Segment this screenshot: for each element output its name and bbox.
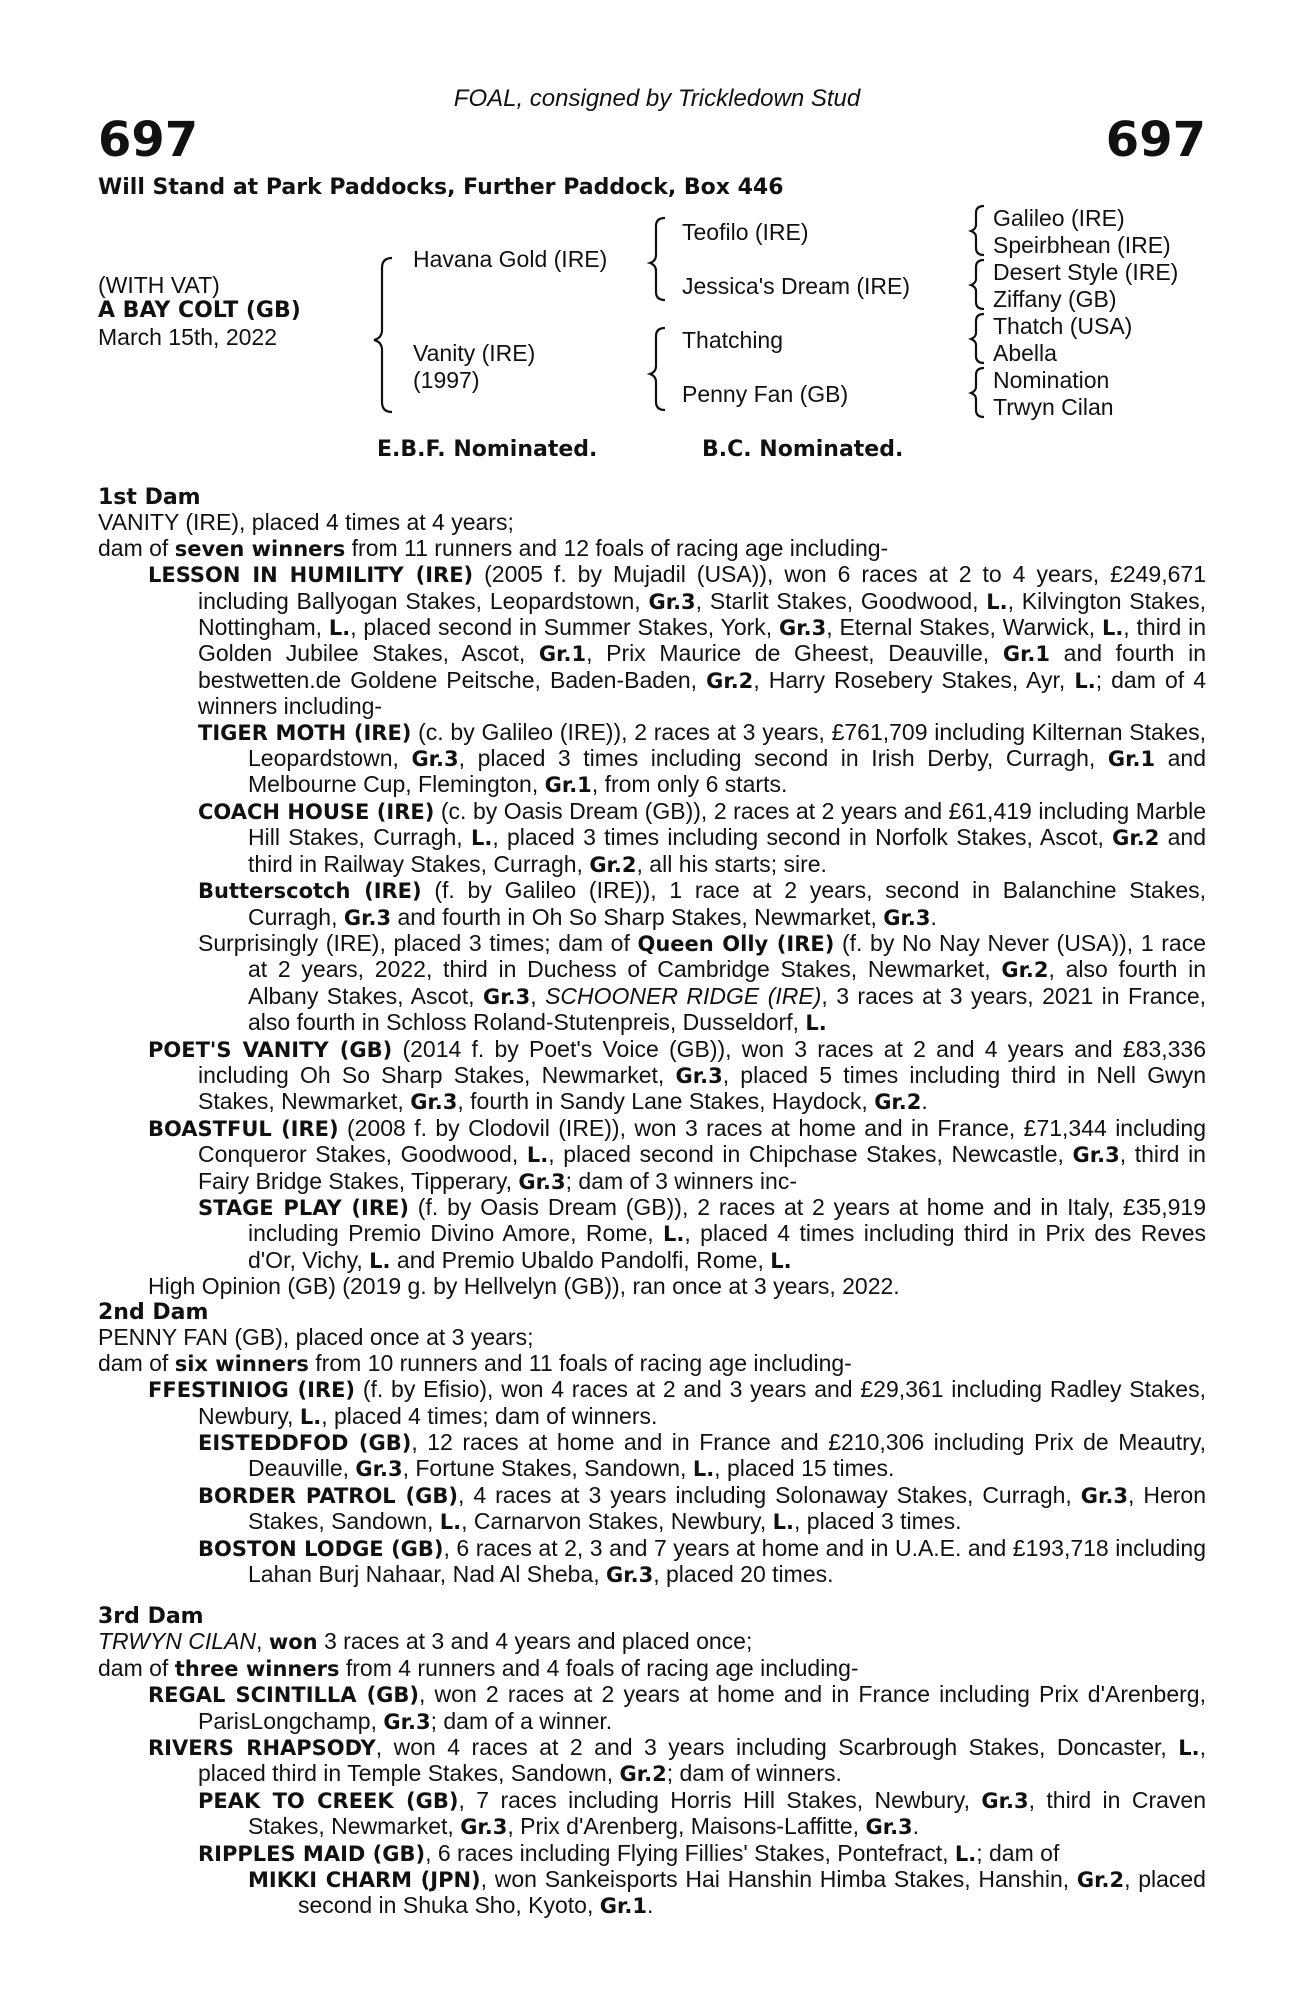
second-dam-lines bbox=[98, 1325, 1206, 1377]
produce-entry: EISTEDDFOD (GB), 12 races at home and in France and £210,306 including Prix de Meautry, Deauville, Gr.3, Fortune Stakes, Sandown, L., placed 15 times. bbox=[198, 1429, 1206, 1482]
bold-text: Gr.1 bbox=[1107, 747, 1156, 772]
produce-entry: STAGE PLAY (IRE) (f. by Oasis Dream (GB)), 2 races at 2 years at home and in Italy, £35,919 including Premio Divino Amore, Rome, L., placed 4 times including third in Prix des Reves d'Or, Vichy, L. and Premio Ubaldo Pandolfi, Rome, L. bbox=[198, 1193, 1206, 1273]
bold-text: Gr.2 bbox=[1076, 1868, 1125, 1893]
bold-text: Gr.3 bbox=[383, 1709, 431, 1734]
pedigree-dam-year: (1997) bbox=[413, 367, 480, 393]
horse-name: LESSON IN HUMILITY (IRE) bbox=[148, 563, 474, 588]
bold-text: L. bbox=[328, 616, 351, 641]
bold-text: L. bbox=[772, 1510, 794, 1535]
produce-entry: REGAL SCINTILLA (GB), won 2 races at 2 years at home and in France including Prix d'Arenberg, ParisLongchamp, Gr.3; dam of a winner. bbox=[148, 1681, 1206, 1734]
bold-text: Gr.1 bbox=[1002, 642, 1051, 667]
pedigree-gen3-5: Thatch (USA) bbox=[993, 313, 1133, 339]
produce-entry: BOASTFUL (IRE) (2008 f. by Clodovil (IRE)), won 3 races at home and in France, £71,344 including Conqueror Stakes, Goodwood, L., placed second in Chipchase Stakes, Newcastle, Gr.3, third in Fairy Bridge Stakes, Tipperary, Gr.3; dam of 3 winners inc- bbox=[148, 1114, 1206, 1194]
pedigree-gen3-1: Galileo (IRE) bbox=[993, 205, 1125, 231]
produce-entry: COACH HOUSE (IRE) (c. by Oasis Dream (GB)), 2 races at 2 years and £61,419 including Marble Hill Stakes, Curragh, L., placed 3 times including second in Norfolk Stakes, Ascot, Gr.2 and third in Railway Stakes, Curragh, Gr.2, all his starts; sire. bbox=[198, 797, 1206, 877]
pedigree-gen3-6: Abella bbox=[993, 340, 1057, 366]
bold-text: six winners bbox=[174, 1351, 309, 1376]
horse-name: TIGER MOTH (IRE) bbox=[198, 720, 412, 745]
consignor-line: FOAL, consigned by Trickledown Stud bbox=[453, 85, 861, 112]
bold-text: L. bbox=[299, 1404, 322, 1429]
third-dam-section bbox=[98, 1604, 1206, 1920]
bold-text: Gr.3 bbox=[1072, 1143, 1120, 1168]
bold-text: L. bbox=[1074, 668, 1096, 693]
bold-text: Gr.3 bbox=[606, 1563, 654, 1588]
produce-entry: LESSON IN HUMILITY (IRE) (2005 f. by Mujadil (USA)), won 6 races at 2 to 4 years, £249,671 including Ballyogan Stakes, Leopardstown, Gr.3, Starlit Stakes, Goodwood, L., Kilvington Stakes, Nottingham, L., placed second in Summer Stakes, York, Gr.3, Eternal Stakes, Warwick, L., third in Golden Jubilee Stakes, Ascot, Gr.1, Prix Maurice de Gheest, Deauville, Gr.1 and fourth in bestwetten.de Goldene Peitsche, Baden-Baden, Gr.2, Harry Rosebery Stakes, Ayr, L.; dam of 4 winners including- bbox=[148, 561, 1207, 720]
bold-text: L. bbox=[663, 1222, 685, 1247]
horse-name: FFESTINIOG (IRE) bbox=[148, 1378, 356, 1403]
bold-text: L. bbox=[1101, 616, 1124, 641]
bold-text: L. bbox=[770, 1248, 792, 1273]
bold-text: Gr.2 bbox=[589, 852, 637, 877]
bold-text: Gr.3 bbox=[343, 905, 392, 930]
second-dam-section bbox=[98, 1300, 1206, 1588]
produce-entry: FFESTINIOG (IRE) (f. by Efisio), won 4 races at 2 and 3 years and £29,361 including Radley Stakes, Newbury, L., placed 4 times; dam of winners. bbox=[148, 1376, 1206, 1429]
bold-text: Queen Olly (IRE) bbox=[637, 931, 835, 956]
third-dam-heading: 3rd Dam bbox=[98, 1604, 204, 1629]
first-dam-lines bbox=[98, 510, 1206, 562]
produce-entry: BOSTON LODGE (GB), 6 races at 2, 3 and 7 years at home and in U.A.E. and £193,718 including Lahan Burj Nahaar, Nad Al Sheba, Gr.3, placed 20 times. bbox=[198, 1534, 1206, 1588]
horse-name: RIVERS RHAPSODY bbox=[148, 1736, 376, 1761]
pedigree-sire-dam: Jessica's Dream (IRE) bbox=[682, 273, 911, 299]
bold-text: Gr.1 bbox=[538, 642, 587, 667]
pedigree-gen3-3: Desert Style (IRE) bbox=[993, 259, 1179, 285]
horse-name: Butterscotch (IRE) bbox=[198, 879, 422, 904]
bold-text: Gr.2 bbox=[874, 1090, 922, 1115]
horse-name: REGAL SCINTILLA (GB) bbox=[148, 1683, 420, 1708]
bold-text: Gr.2 bbox=[619, 1762, 667, 1787]
bold-text: Gr.3 bbox=[883, 905, 931, 930]
bold-text: L. bbox=[954, 1841, 977, 1866]
second-dam-entries bbox=[98, 1377, 1206, 1588]
bold-text: Gr.3 bbox=[460, 1815, 508, 1840]
dam-summary-line: dam of six winners from 10 runners and 11 foals of racing age including- bbox=[98, 1349, 852, 1376]
bold-text: L. bbox=[986, 589, 1008, 614]
produce-entry: RIPPLES MAID (GB), 6 races including Flying Fillies' Stakes, Pontefract, L.; dam of bbox=[198, 1839, 1060, 1866]
produce-entry: High Opinion (GB) (2019 g. by Hellvelyn (GB)), ran once at 3 years, 2022. bbox=[148, 1273, 900, 1300]
bold-text: Gr.3 bbox=[865, 1815, 913, 1840]
produce-entry: TIGER MOTH (IRE) (c. by Galileo (IRE)), 2 races at 3 years, £761,709 including Kilternan Stakes, Leopardstown, Gr.3, placed 3 times including second in Irish Derby, Curragh, Gr.1 and Melbourne Cup, Flemington, Gr.1, from only 6 starts. bbox=[198, 718, 1207, 798]
bold-text: Gr.2 bbox=[1112, 826, 1160, 851]
bold-text: L. bbox=[526, 1143, 549, 1168]
pedigree-gen3-4: Ziffany (GB) bbox=[993, 286, 1117, 312]
produce-entry: PEAK TO CREEK (GB), 7 races including Horris Hill Stakes, Newbury, Gr.3, third in Craven Stakes, Newmarket, Gr.3, Prix d'Arenberg, Maisons-Laffitte, Gr.3. bbox=[198, 1786, 1206, 1840]
bold-text: Gr.1 bbox=[544, 773, 592, 798]
horse-name: STAGE PLAY (IRE) bbox=[198, 1195, 409, 1220]
horse-name: RIPPLES MAID (GB) bbox=[198, 1841, 426, 1866]
produce-entry: Butterscotch (IRE) (f. by Galileo (IRE)), 1 race at 2 years, second in Balanchine Stakes, Curragh, Gr.3 and fourth in Oh So Sharp Stakes, Newmarket, Gr.3. bbox=[198, 877, 1207, 930]
produce-entry: POET'S VANITY (GB) (2014 f. by Poet's Voice (GB)), won 3 races at 2 and 4 years and £83,336 including Oh So Sharp Stakes, Newmarket, Gr.3, placed 5 times including third in Nell Gwyn Stakes, Newmarket, Gr.3, fourth in Sandy Lane Stakes, Haydock, Gr.2. bbox=[148, 1035, 1206, 1115]
pedigree-dam-dam: Penny Fan (GB) bbox=[682, 381, 849, 407]
produce-entry: RIVERS RHAPSODY, won 4 races at 2 and 3 years including Scarbrough Stakes, Doncaster, L., placed third in Temple Stakes, Sandown, Gr.2; dam of winners. bbox=[148, 1734, 1206, 1787]
bold-text: Gr.3 bbox=[355, 1457, 403, 1482]
bold-text: L. bbox=[1178, 1736, 1200, 1761]
horse-name: POET'S VANITY (GB) bbox=[148, 1037, 393, 1062]
bold-text: seven winners bbox=[174, 536, 346, 561]
lot-number-left: 697 bbox=[98, 112, 199, 168]
horse-name: EISTEDDFOD (GB) bbox=[198, 1431, 412, 1456]
horse-name: A BAY COLT (GB) bbox=[98, 298, 301, 323]
bold-text: three winners bbox=[174, 1656, 340, 1681]
italic-text: TRWYN CILAN bbox=[98, 1628, 257, 1655]
bold-text: L. bbox=[369, 1248, 391, 1273]
bold-text: L. bbox=[439, 1510, 462, 1535]
horse-name: PEAK TO CREEK (GB) bbox=[198, 1788, 459, 1813]
horse-name: MIKKI CHARM (JPN) bbox=[248, 1868, 481, 1893]
bold-text: Gr.3 bbox=[648, 589, 696, 614]
produce-entry: Surprisingly (IRE), placed 3 times; dam of Queen Olly (IRE) (f. by No Nay Never (USA)), 1 race at 2 years, 2022, third in Duchess of Cambridge Stakes, Newmarket, Gr.2, also fourth in Albany Stakes, Ascot, Gr.3, SCHOONER RIDGE (IRE), 3 races at 3 years, 2021 in France, also fourth in Schloss Roland-Stutenpreis, Dusseldorf, L. bbox=[198, 929, 1207, 1036]
pedigree-dam-sire: Thatching bbox=[682, 327, 784, 353]
produce-entry: MIKKI CHARM (JPN), won Sankeisports Hai Hanshin Himba Stakes, Hanshin, Gr.2, placed second in Shuka Sho, Kyoto, Gr.1. bbox=[248, 1866, 1206, 1919]
bold-text: Gr.2 bbox=[1001, 958, 1049, 983]
bold-text: won bbox=[268, 1630, 318, 1655]
horse-name: BOSTON LODGE (GB) bbox=[198, 1536, 444, 1561]
bold-text: Gr.3 bbox=[1080, 1483, 1128, 1508]
ebf-nominated: E.B.F. Nominated. bbox=[377, 437, 598, 462]
dam-summary-line: PENNY FAN (GB), placed once at 3 years; bbox=[98, 1324, 534, 1351]
bold-text: Gr.2 bbox=[706, 668, 754, 693]
bold-text: L. bbox=[805, 1011, 827, 1036]
stand-location: Will Stand at Park Paddocks, Further Paddock, Box 446 bbox=[98, 175, 784, 200]
horse-dob: March 15th, 2022 bbox=[98, 324, 278, 350]
bold-text: L. bbox=[692, 1457, 715, 1482]
vat-note: (WITH VAT) bbox=[98, 272, 220, 298]
third-dam-entries bbox=[98, 1682, 1206, 1920]
bold-text: Gr.1 bbox=[599, 1894, 647, 1919]
bold-text: Gr.3 bbox=[410, 1090, 458, 1115]
bold-text: Gr.3 bbox=[411, 747, 459, 772]
first-dam-heading: 1st Dam bbox=[98, 485, 201, 510]
first-dam-section bbox=[98, 485, 1206, 1300]
bc-nominated: B.C. Nominated. bbox=[702, 437, 904, 462]
horse-name: BORDER PATROL (GB) bbox=[198, 1483, 458, 1508]
second-dam-heading: 2nd Dam bbox=[98, 1300, 209, 1325]
bold-text: Gr.3 bbox=[518, 1169, 566, 1194]
bold-text: Gr.3 bbox=[675, 1063, 723, 1088]
horse-name: BOASTFUL (IRE) bbox=[148, 1116, 339, 1141]
first-dam-entries bbox=[98, 562, 1206, 1299]
pedigree-sire-sire: Teofilo (IRE) bbox=[682, 219, 809, 245]
bold-text: Gr.3 bbox=[981, 1788, 1029, 1813]
dam-summary-line: dam of seven winners from 11 runners and 12 foals of racing age including- bbox=[98, 534, 889, 561]
pedigree-gen3-2: Speirbhean (IRE) bbox=[993, 232, 1171, 258]
third-dam-lines bbox=[98, 1629, 1206, 1682]
bold-text: L. bbox=[470, 826, 493, 851]
italic-text: SCHOONER RIDGE (IRE) bbox=[545, 982, 822, 1009]
dam-summary-line: VANITY (IRE), placed 4 times at 4 years; bbox=[98, 509, 514, 536]
pedigree-dam: Vanity (IRE) bbox=[413, 340, 536, 366]
pedigree-gen3-7: Nomination bbox=[993, 367, 1110, 393]
dam-summary-line: TRWYN CILAN, won 3 races at 3 and 4 years and placed once; bbox=[98, 1628, 753, 1655]
horse-name: COACH HOUSE (IRE) bbox=[198, 799, 435, 824]
lot-number-right: 697 bbox=[1105, 112, 1206, 168]
pedigree-sire: Havana Gold (IRE) bbox=[413, 246, 608, 272]
produce-entry: BORDER PATROL (GB), 4 races at 3 years including Solonaway Stakes, Curragh, Gr.3, Heron Stakes, Sandown, L., Carnarvon Stakes, Newbury, L., placed 3 times. bbox=[198, 1481, 1206, 1535]
dam-summary-line: dam of three winners from 4 runners and 4 foals of racing age including- bbox=[98, 1654, 859, 1681]
pedigree-gen3-8: Trwyn Cilan bbox=[993, 394, 1114, 420]
bold-text: Gr.3 bbox=[779, 616, 827, 641]
bold-text: Gr.3 bbox=[483, 984, 531, 1009]
